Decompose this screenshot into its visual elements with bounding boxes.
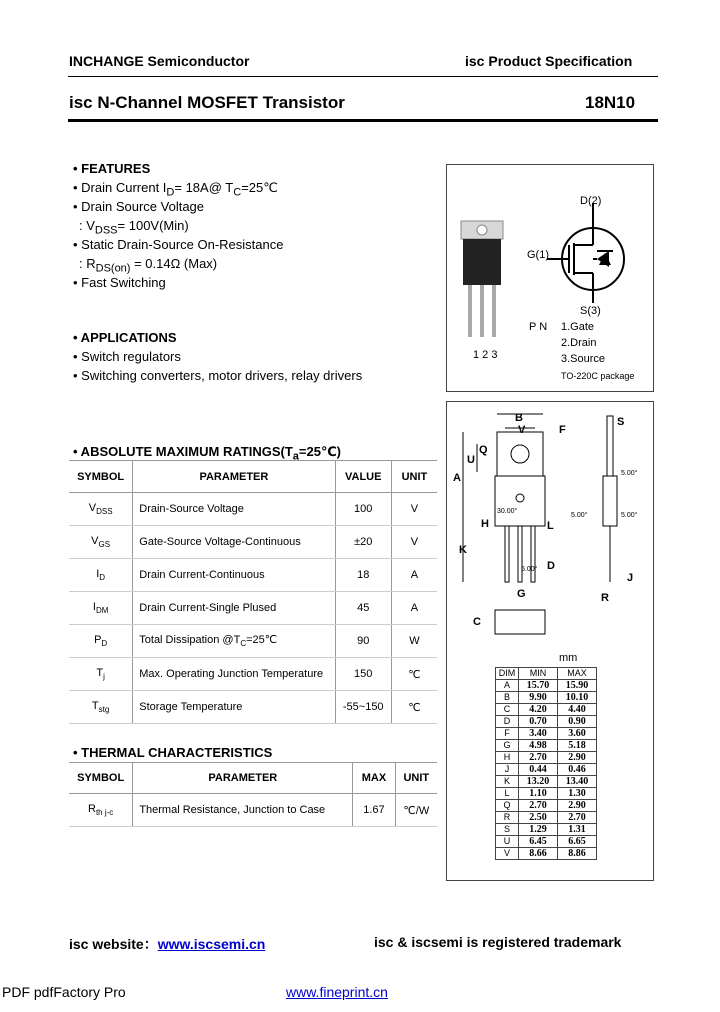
dim-max: 15.90 xyxy=(558,680,597,692)
fineprint-link[interactable]: www.fineprint.cn xyxy=(286,984,388,1000)
dim-min: 2.70 xyxy=(519,752,558,764)
dim-letter: C xyxy=(496,704,519,716)
col-header: PARAMETER xyxy=(133,461,335,493)
dim-header-row xyxy=(496,668,597,680)
feature-rdson-heading: • Static Drain-Source On-Resistance xyxy=(73,237,284,252)
dim-min: 3.40 xyxy=(519,728,558,740)
dim-min: 2.50 xyxy=(519,812,558,824)
pin-source: 3.Source xyxy=(561,353,606,365)
dim-label-s: S xyxy=(617,416,625,428)
dim-max: 8.86 xyxy=(558,848,597,860)
parameter-cell: Thermal Resistance, Junction to Case xyxy=(133,794,353,827)
value-cell: ±20 xyxy=(335,526,391,559)
value-cell: 150 xyxy=(335,658,391,691)
dim-min: 0.44 xyxy=(519,764,558,776)
dim-min: 15.70 xyxy=(519,680,558,692)
dim-letter: H xyxy=(496,752,519,764)
unit-cell: ℃ xyxy=(391,691,437,724)
pin-numbers: 1 2 3 xyxy=(473,349,498,361)
dim-col-header: MAX xyxy=(558,668,597,680)
angle-label: 5.00° xyxy=(521,566,538,573)
thermal-heading: • THERMAL CHARACTERISTICS xyxy=(73,745,273,760)
abs-max-heading: • ABSOLUTE MAXIMUM $RATINGS(T_a=25℃)$ xyxy=(73,444,342,463)
pn-label: P N xyxy=(529,321,548,333)
col-header: PARAMETER xyxy=(133,763,353,794)
dim-row xyxy=(496,740,597,752)
value-cell: 45 xyxy=(335,592,391,625)
abs-max-header-row xyxy=(69,461,437,493)
dim-row xyxy=(496,836,597,848)
website-link[interactable]: www.iscsemi.cn xyxy=(157,936,266,952)
unit-cell: V xyxy=(391,526,437,559)
col-header: SYMBOL xyxy=(69,763,133,794)
label-source-pin: S(3) xyxy=(580,305,601,317)
thermal-table xyxy=(69,762,437,827)
dim-letter: D xyxy=(496,716,519,728)
package-box xyxy=(446,164,654,392)
dim-max: 2.70 xyxy=(558,812,597,824)
dim-max: 5.18 xyxy=(558,740,597,752)
dim-label-j: J xyxy=(627,572,634,584)
dim-min: 6.45 xyxy=(519,836,558,848)
dim-max: 3.60 xyxy=(558,728,597,740)
dim-label-u: U xyxy=(467,454,475,466)
dim-letter: K xyxy=(496,776,519,788)
feature-fast-switching: • Fast Switching xyxy=(73,275,166,290)
dim-row xyxy=(496,800,597,812)
table-row xyxy=(69,526,437,559)
dim-letter: Q xyxy=(496,800,519,812)
applications-heading: • APPLICATIONS xyxy=(73,330,177,345)
unit-cell: V xyxy=(391,493,437,526)
dim-letter: J xyxy=(496,764,519,776)
dim-min: 4.98 xyxy=(519,740,558,752)
part-number: 18N10 xyxy=(585,93,636,112)
unit-cell: W xyxy=(391,625,437,658)
dim-min: 9.90 xyxy=(519,692,558,704)
dim-max: 0.46 xyxy=(558,764,597,776)
symbol-cell: $I_D$ xyxy=(69,559,133,592)
header-rule-thin xyxy=(68,76,658,77)
dim-letter: G xyxy=(496,740,519,752)
dim-row xyxy=(496,752,597,764)
unit-cell: A xyxy=(391,592,437,625)
parameter-cell: Drain Current-Continuous xyxy=(133,559,335,592)
dim-min: 8.66 xyxy=(519,848,558,860)
value-cell: -55~150 xyxy=(335,691,391,724)
dim-row xyxy=(496,680,597,692)
dim-label-r: R xyxy=(601,592,609,604)
pin-drain: 2.Drain xyxy=(561,337,597,349)
value-cell: 90 xyxy=(335,625,391,658)
dim-max: 0.90 xyxy=(558,716,597,728)
dim-label-f: F xyxy=(559,424,566,436)
feature-rdson: : $R_{DS(on)} = 0.14\Omega$ (Max) xyxy=(79,256,218,275)
dim-max: 1.31 xyxy=(558,824,597,836)
dim-min: 0.70 xyxy=(519,716,558,728)
unit-cell: ℃ xyxy=(391,658,437,691)
dim-letter: R xyxy=(496,812,519,824)
label-gate-pin: G(1) xyxy=(527,249,549,261)
dim-letter: F xyxy=(496,728,519,740)
dim-label-v: V xyxy=(518,424,526,436)
table-row xyxy=(69,691,437,724)
symbol-cell: $P_D$ xyxy=(69,625,133,658)
dim-max: 2.90 xyxy=(558,800,597,812)
dim-letter: U xyxy=(496,836,519,848)
feature-drain-source-voltage: • Drain Source Voltage xyxy=(73,199,205,214)
dim-min: 1.10 xyxy=(519,788,558,800)
symbol-cell: $R_{th j-c}$ xyxy=(69,794,133,827)
dim-letter: B xyxy=(496,692,519,704)
pin-gate: 1.Gate xyxy=(561,321,595,333)
dim-label-a: A xyxy=(453,472,461,484)
dim-row xyxy=(496,716,597,728)
symbol-cell: $I_{DM}$ xyxy=(69,592,133,625)
unit-cell: ℃/W xyxy=(395,794,437,827)
angle-label: 5.00° xyxy=(621,512,638,519)
spec-label: isc Product Specification xyxy=(465,53,633,69)
unit-cell: A xyxy=(391,559,437,592)
dim-max: 10.10 xyxy=(558,692,597,704)
features-heading: • FEATURES xyxy=(73,161,151,176)
value-cell: 1.67 xyxy=(353,794,395,827)
parameter-cell: Max. Operating Junction Temperature xyxy=(133,658,335,691)
dim-min: 13.20 xyxy=(519,776,558,788)
parameter-cell: Gate-Source Voltage-Continuous xyxy=(133,526,335,559)
header-rule-thick xyxy=(68,119,658,122)
dim-letter: L xyxy=(496,788,519,800)
angle-label: 5.00° xyxy=(571,512,588,519)
page-title: isc N-Channel MOSFET Transistor xyxy=(69,93,345,112)
table-row xyxy=(69,592,437,625)
dim-min: 4.20 xyxy=(519,704,558,716)
table-row xyxy=(69,625,437,658)
dim-label-q: Q xyxy=(479,444,488,456)
application-item: • Switching converters, motor drivers, relay drivers xyxy=(73,368,363,383)
abs-max-table xyxy=(69,460,437,724)
dim-max: 4.40 xyxy=(558,704,597,716)
dim-label-d: D xyxy=(547,560,555,572)
parameter-cell: Drain Current-Single Plused xyxy=(133,592,335,625)
thermal-header-row xyxy=(69,763,437,794)
dim-max: 2.90 xyxy=(558,752,597,764)
pdf-factory-label: PDF pdfFactory Pro xyxy=(2,984,126,1000)
dim-row xyxy=(496,788,597,800)
label-drain-pin: D(2) xyxy=(580,195,602,207)
dim-max: 6.65 xyxy=(558,836,597,848)
table-row xyxy=(69,658,437,691)
col-header: SYMBOL xyxy=(69,461,133,493)
dim-label-k: K xyxy=(459,544,467,556)
dim-letter: S xyxy=(496,824,519,836)
dimension-box xyxy=(446,401,654,881)
symbol-cell: $V_{DSS}$ xyxy=(69,493,133,526)
dim-row xyxy=(496,776,597,788)
dim-row xyxy=(496,728,597,740)
dim-label-h: H xyxy=(481,518,489,530)
dim-label-b: B xyxy=(515,412,523,424)
symbol-cell: $T_j$ xyxy=(69,658,133,691)
dim-col-header: DIM xyxy=(496,668,519,680)
col-header: UNIT xyxy=(395,763,437,794)
symbol-cell: $T_{stg}$ xyxy=(69,691,133,724)
dim-min: 2.70 xyxy=(519,800,558,812)
dim-row xyxy=(496,764,597,776)
dim-row xyxy=(496,848,597,860)
package-name: TO-220C package xyxy=(561,371,635,381)
dim-letter: A xyxy=(496,680,519,692)
parameter-cell: Total Dissipation $@T_C=25℃$ xyxy=(133,625,335,658)
trademark-text: isc & iscsemi is registered trademark xyxy=(374,934,622,950)
symbol-cell: $V_{GS}$ xyxy=(69,526,133,559)
table-row xyxy=(69,493,437,526)
dim-letter: V xyxy=(496,848,519,860)
dim-row xyxy=(496,704,597,716)
angle-label: 30.00° xyxy=(497,508,518,515)
dim-label-l: L xyxy=(547,520,554,532)
dimension-table xyxy=(495,667,597,860)
parameter-cell: Storage Temperature xyxy=(133,691,335,724)
value-cell: 18 xyxy=(335,559,391,592)
col-header: MAX xyxy=(353,763,395,794)
parameter-cell: Drain-Source Voltage xyxy=(133,493,335,526)
dim-min: 1.29 xyxy=(519,824,558,836)
dim-unit: mm xyxy=(559,652,578,664)
dim-label-g: G xyxy=(517,588,526,600)
col-header: VALUE xyxy=(335,461,391,493)
value-cell: 100 xyxy=(335,493,391,526)
feature-drain-current: • Drain Current $I_D=$ 18A@ $T_C=25℃$ xyxy=(73,180,278,199)
dim-row xyxy=(496,692,597,704)
table-row xyxy=(69,794,437,827)
col-header: UNIT xyxy=(391,461,437,493)
dim-col-header: MIN xyxy=(519,668,558,680)
angle-label: 5.00° xyxy=(621,470,638,477)
dim-max: 13.40 xyxy=(558,776,597,788)
application-item: • Switch regulators xyxy=(73,349,181,364)
dim-max: 1.30 xyxy=(558,788,597,800)
dim-label-c: C xyxy=(473,616,481,628)
company-name: INCHANGE Semiconductor xyxy=(69,53,250,69)
dim-row xyxy=(496,812,597,824)
table-row xyxy=(69,559,437,592)
website-line: isc website：www.iscsemi.cn xyxy=(69,936,266,952)
feature-vdss: : $V_{DSS}= 100V(Min)$ xyxy=(79,218,189,237)
dim-row xyxy=(496,824,597,836)
